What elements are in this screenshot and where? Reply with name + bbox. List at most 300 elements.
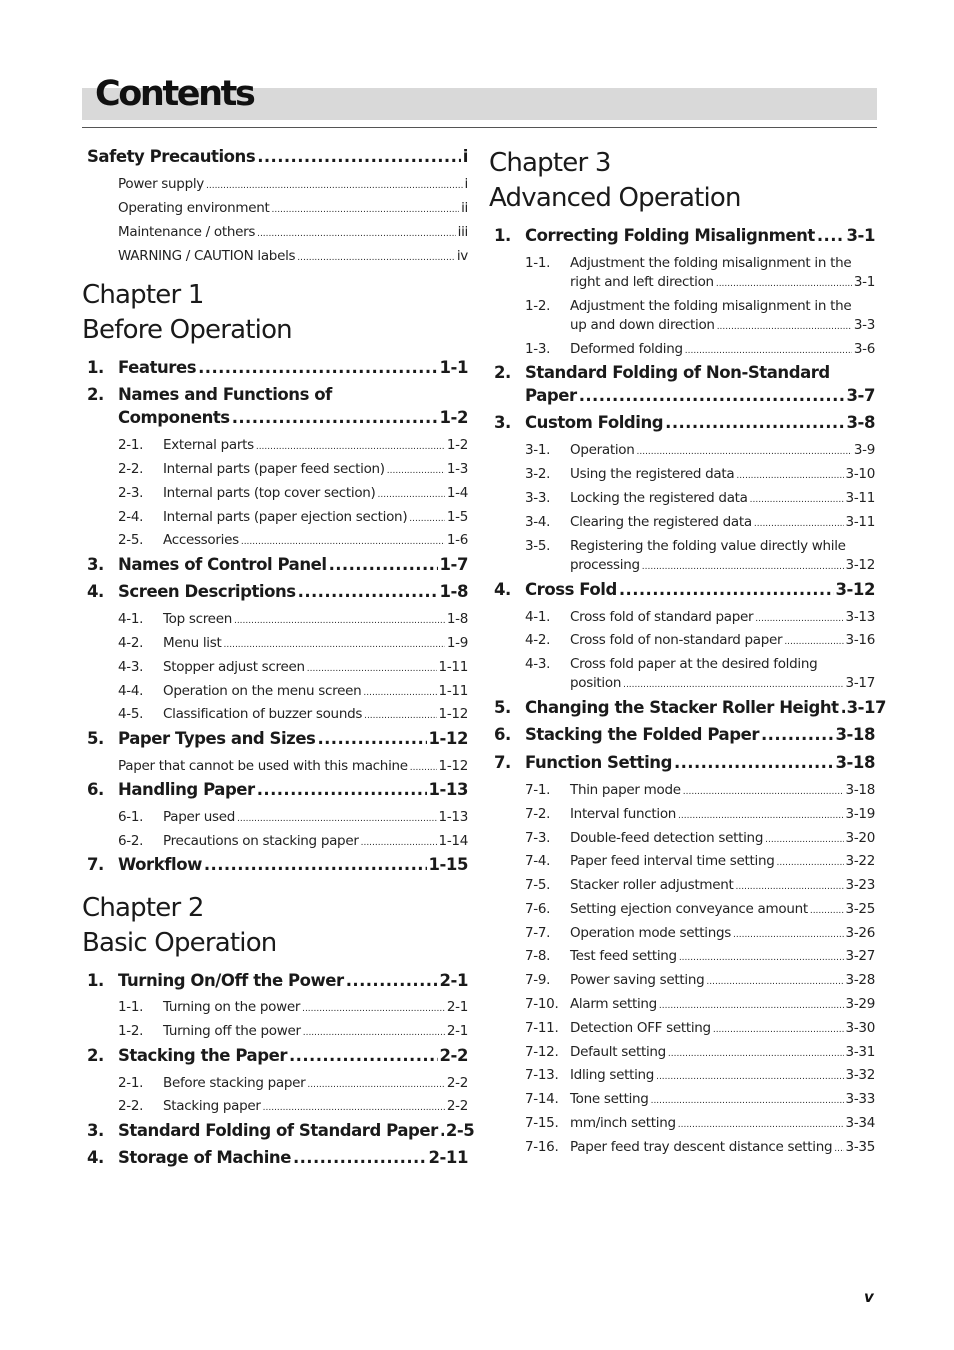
toc-subentry[interactable]: [82, 611, 468, 627]
toc-entry-label: Adjustment the folding misalignment in the: [570, 298, 852, 314]
toc-entry[interactable]: [82, 855, 468, 874]
toc-entry-label: Components: [118, 408, 230, 427]
toc-subentry[interactable]: [489, 806, 875, 822]
toc-entry-label: Cross fold of standard paper: [570, 609, 754, 625]
toc-entry-number: 5.: [87, 729, 104, 748]
toc-entry-number: 4-4.: [118, 683, 144, 699]
toc-page-number: 2-1: [446, 1023, 468, 1039]
toc-entry[interactable]: [82, 1046, 468, 1065]
toc-entry-number: 7-2.: [525, 806, 551, 822]
toc-entry-label: Names of Control Panel: [118, 555, 327, 574]
chapter-2-number: Chapter 2: [82, 893, 204, 923]
toc-entry-label: Internal parts (paper ejection section): [163, 509, 408, 525]
toc-subentry[interactable]: [82, 999, 468, 1015]
toc-entry[interactable]: [82, 1121, 475, 1140]
toc-subentry[interactable]: [82, 1075, 468, 1091]
dot-leader: [257, 780, 427, 799]
toc-page-number: 3-32: [845, 1067, 875, 1083]
toc-entry-label: Thin paper mode: [570, 782, 681, 798]
toc-subentry[interactable]: [82, 248, 468, 264]
toc-entry-number: 1.: [494, 226, 511, 245]
toc-entry-label: Stacker roller adjustment: [570, 877, 734, 893]
toc-entry-number: 1.: [87, 971, 104, 990]
toc-page-number: 3-11: [845, 490, 875, 506]
toc-entry[interactable]: [489, 226, 875, 245]
toc-entry-label: Power supply: [118, 176, 204, 192]
toc-subentry[interactable]: [82, 509, 468, 525]
dot-leader: [810, 906, 844, 916]
dot-leader: [204, 855, 427, 874]
toc-entry-label: Detection OFF setting: [570, 1020, 711, 1036]
dot-leader: [713, 1025, 844, 1035]
dot-leader: [293, 1148, 427, 1167]
dot-leader: [750, 495, 844, 505]
toc-page-number: 3-18: [835, 753, 875, 772]
toc-subentry[interactable]: [489, 1067, 875, 1083]
toc-page-number: 3-6: [853, 341, 875, 357]
dot-leader: [642, 562, 844, 572]
dot-leader: [410, 763, 437, 773]
toc-page-number: 1-7: [439, 555, 468, 574]
dot-leader: [440, 1121, 444, 1140]
toc-entry-number: 4.: [87, 1148, 104, 1167]
toc-subentry[interactable]: [489, 877, 875, 893]
toc-page-number: iii: [457, 224, 468, 240]
toc-subentry[interactable]: [82, 200, 468, 216]
dot-leader: [364, 711, 436, 721]
dot-leader: [636, 447, 851, 457]
toc-subentry[interactable]: [489, 853, 875, 869]
dot-leader: [659, 1001, 844, 1011]
toc-entry-number: 2.: [87, 385, 104, 404]
toc-subentry[interactable]: [489, 782, 875, 798]
toc-entry-label: mm/inch setting: [570, 1115, 676, 1131]
toc-page-number: 3-13: [845, 609, 875, 625]
toc-page-number: 3-3: [853, 317, 875, 333]
toc-entry-number: 2-1.: [118, 437, 144, 453]
chapter-1-title: Before Operation: [82, 315, 292, 345]
toc-subentry[interactable]: [82, 833, 468, 849]
toc-entry-number: 3-4.: [525, 514, 551, 530]
toc-entry-label: position: [570, 675, 622, 691]
dot-leader: [232, 408, 438, 427]
toc-subentry[interactable]: [489, 656, 875, 672]
toc-subentry[interactable]: [489, 298, 875, 314]
toc-subentry[interactable]: [489, 972, 875, 988]
toc-entry-label: Storage of Machine: [118, 1148, 291, 1167]
toc-entry-continued[interactable]: [489, 386, 875, 405]
dot-leader: [297, 253, 455, 263]
toc-page-number: 3-31: [845, 1044, 875, 1060]
toc-subentry-continued[interactable]: [489, 274, 875, 290]
toc-entry-label: Setting ejection conveyance amount: [570, 901, 808, 917]
toc-entry-label: Registering the folding value directly while: [570, 538, 846, 554]
toc-page-number: 3-30: [845, 1020, 875, 1036]
toc-entry-number: 4.: [494, 580, 511, 599]
toc-page-number: 3-16: [845, 632, 875, 648]
toc-entry[interactable]: [82, 582, 468, 601]
toc-page-number: 1-8: [446, 611, 468, 627]
toc-entry-label: Standard Folding of Non-Standard: [525, 363, 830, 382]
toc-subentry[interactable]: [489, 1115, 875, 1131]
toc-entry-label: Default setting: [570, 1044, 666, 1060]
toc-entry-label: Correcting Folding Misalignment: [525, 226, 815, 245]
toc-entry[interactable]: [489, 698, 887, 717]
toc-entry-label: Test feed setting: [570, 948, 677, 964]
toc-page-number: 1-14: [438, 833, 468, 849]
chapter-2-title: Basic Operation: [82, 928, 277, 958]
toc-page-number: 1-15: [428, 855, 468, 874]
toc-subentry[interactable]: [489, 466, 875, 482]
toc-subentry[interactable]: [489, 255, 875, 271]
toc-entry-number: 7-15.: [525, 1115, 559, 1131]
toc-entry-label: Paper used: [163, 809, 235, 825]
toc-page-number: 1-4: [446, 485, 468, 501]
dot-leader: [623, 680, 843, 690]
toc-entry-number: 7-10.: [525, 996, 559, 1012]
toc-page-number: 3-33: [845, 1091, 875, 1107]
toc-subentry[interactable]: [489, 341, 875, 357]
toc-page-number: 2-2: [446, 1075, 468, 1091]
toc-page-number: 1-11: [438, 659, 468, 675]
toc-entry-label: Cross Fold: [525, 580, 617, 599]
dot-leader: [736, 471, 843, 481]
toc-page-number: 3-18: [845, 782, 875, 798]
dot-leader: [755, 614, 843, 624]
toc-entry-label: Precautions on stacking paper: [163, 833, 359, 849]
toc-subentry-continued[interactable]: [489, 557, 875, 573]
toc-page-number: 1-2: [439, 408, 468, 427]
page-title: Contents: [95, 74, 254, 114]
toc-entry-number: 4-2.: [525, 632, 551, 648]
toc-entry-number: 7-5.: [525, 877, 551, 893]
toc-entry-number: 7-14.: [525, 1091, 559, 1107]
dot-leader: [678, 1120, 844, 1130]
dot-leader: [761, 725, 833, 744]
dot-leader: [298, 582, 438, 601]
toc-subentry[interactable]: [489, 632, 875, 648]
toc-page-number: ii: [461, 200, 468, 216]
toc-subentry[interactable]: [489, 1020, 875, 1036]
toc-subentry[interactable]: [82, 437, 468, 453]
dot-leader: [409, 514, 445, 524]
toc-subentry[interactable]: [82, 809, 468, 825]
toc-page-number: 2-2: [439, 1046, 468, 1065]
dot-leader: [717, 322, 852, 332]
toc-page-number: iv: [456, 248, 468, 264]
toc-entry-number: 4-3.: [118, 659, 144, 675]
toc-entry-number: 3-1.: [525, 442, 551, 458]
dot-leader: [579, 386, 845, 405]
toc-entry-continued[interactable]: [82, 408, 468, 427]
toc-page-number: 3-1: [846, 226, 875, 245]
dot-leader: [665, 413, 844, 432]
toc-entry-number: 4-1.: [525, 609, 551, 625]
toc-entry-label: Internal parts (paper feed section): [163, 461, 385, 477]
toc-entry-number: 7-8.: [525, 948, 551, 964]
toc-page-number: 1-12: [438, 706, 468, 722]
toc-page-number: 1-13: [428, 780, 468, 799]
toc-entry-number: 1.: [87, 358, 104, 377]
toc-entry[interactable]: [489, 413, 875, 432]
dot-leader: [363, 688, 436, 698]
toc-subentry[interactable]: [489, 609, 875, 625]
toc-entry-number: 4-5.: [118, 706, 144, 722]
dot-leader: [834, 1144, 843, 1154]
toc-entry-label: Idling setting: [570, 1067, 655, 1083]
toc-entry-number: 7-16.: [525, 1139, 559, 1155]
toc-entry-label: Changing the Stacker Roller Height: [525, 698, 839, 717]
toc-subentry[interactable]: [489, 901, 875, 917]
toc-page-number: 1-12: [438, 758, 468, 774]
toc-entry[interactable]: [82, 780, 468, 799]
toc-subentry[interactable]: [489, 996, 875, 1012]
toc-entry[interactable]: [82, 971, 468, 990]
dot-leader: [241, 537, 445, 547]
toc-entry-label: Alarm setting: [570, 996, 657, 1012]
toc-entry-label: Using the registered data: [570, 466, 735, 482]
toc-subentry[interactable]: [489, 490, 875, 506]
toc-entry[interactable]: [82, 1148, 468, 1167]
page-folio: v: [864, 1288, 874, 1306]
title-rule: [82, 127, 877, 128]
toc-entry-number: 2-1.: [118, 1075, 144, 1091]
dot-leader: [346, 971, 438, 990]
toc-subentry[interactable]: [82, 1023, 468, 1039]
dot-leader: [619, 580, 834, 599]
toc-entry-number: 1-3.: [525, 341, 551, 357]
toc-entry[interactable]: [489, 580, 875, 599]
toc-entry-number: 7.: [494, 753, 511, 772]
toc-entry-label: right and left direction: [570, 274, 714, 290]
toc-entry-label: Turning On/Off the Power: [118, 971, 344, 990]
toc-page-number: 2-2: [446, 1098, 468, 1114]
toc-entry-label: Internal parts (top cover section): [163, 485, 376, 501]
toc-page-number: 1-9: [446, 635, 468, 651]
toc-entry-number: 2-4.: [118, 509, 144, 525]
toc-subentry-continued[interactable]: [489, 675, 875, 691]
dot-leader: [256, 442, 445, 452]
toc-page-number: 3-17: [845, 675, 875, 691]
toc-entry-label: processing: [570, 557, 640, 573]
dot-leader: [706, 977, 843, 987]
toc-entry-number: 7-9.: [525, 972, 551, 988]
toc-entry-number: 4-3.: [525, 656, 551, 672]
toc-subentry[interactable]: [82, 683, 468, 699]
toc-page-number: 3-7: [846, 386, 875, 405]
toc-entry-label: Features: [118, 358, 197, 377]
toc-entry-label: Accessories: [163, 532, 239, 548]
toc-page-number: 1-13: [438, 809, 468, 825]
toc-entry-label: Clearing the registered data: [570, 514, 752, 530]
dot-leader: [302, 1004, 445, 1014]
toc-entry-number: 2-5.: [118, 532, 144, 548]
toc-entry-number: 7-4.: [525, 853, 551, 869]
toc-entry-label: WARNING / CAUTION labels: [118, 248, 296, 264]
dot-leader: [378, 490, 445, 500]
toc-entry-label: Paper feed interval time setting: [570, 853, 775, 869]
dot-leader: [765, 835, 843, 845]
toc-subentry[interactable]: [489, 442, 875, 458]
dot-leader: [257, 229, 456, 239]
toc-subentry[interactable]: [489, 925, 875, 941]
dot-leader: [656, 1072, 843, 1082]
dot-leader: [736, 882, 844, 892]
toc-entry-label: External parts: [163, 437, 254, 453]
toc-subentry[interactable]: [82, 706, 468, 722]
toc-entry-number: 4-1.: [118, 611, 144, 627]
toc-entry-label: Function Setting: [525, 753, 672, 772]
toc-entry-number: 1-1.: [525, 255, 551, 271]
toc-page-number: 1-6: [446, 532, 468, 548]
toc-entry[interactable]: [82, 555, 468, 574]
dot-leader: [668, 1049, 844, 1059]
toc-page-number: 1-2: [446, 437, 468, 453]
dot-leader: [198, 358, 437, 377]
toc-entry-number: 3.: [87, 1121, 104, 1140]
toc-entry-number: 6.: [87, 780, 104, 799]
toc-subentry[interactable]: [82, 176, 468, 192]
toc-entry-number: 3.: [494, 413, 511, 432]
dot-leader: [237, 814, 437, 824]
toc-entry[interactable]: [489, 725, 875, 744]
toc-page-number: 2-11: [428, 1148, 468, 1167]
toc-entry-label: Stacking paper: [163, 1098, 261, 1114]
toc-subentry[interactable]: [82, 224, 468, 240]
toc-page-number: 3-35: [845, 1139, 875, 1155]
toc-page-number: 3-28: [845, 972, 875, 988]
dot-leader: [224, 640, 445, 650]
toc-entry-number: 4.: [87, 582, 104, 601]
toc-entry-number: 3-5.: [525, 538, 551, 554]
toc-page-number: 2-1: [446, 999, 468, 1015]
toc-entry-label: Stacking the Folded Paper: [525, 725, 760, 744]
toc-entry-number: 3-2.: [525, 466, 551, 482]
toc-subentry[interactable]: [82, 532, 468, 548]
toc-page-number: i: [464, 176, 468, 192]
toc-subentry[interactable]: [489, 1139, 875, 1155]
toc-entry-label: Safety Precautions: [87, 147, 256, 166]
chapter-1-number: Chapter 1: [82, 280, 204, 310]
dot-leader: [303, 1028, 445, 1038]
toc-page-number: 3-19: [845, 806, 875, 822]
dot-leader: [754, 519, 844, 529]
toc-entry-label: Standard Folding of Standard Paper: [118, 1121, 438, 1140]
toc-entry-label: Paper feed tray descent distance setting: [570, 1139, 833, 1155]
toc-entry-safety-precautions[interactable]: [82, 147, 468, 166]
dot-leader: [817, 226, 845, 245]
dot-leader: [234, 616, 445, 626]
toc-subentry[interactable]: [82, 635, 468, 651]
toc-entry[interactable]: [82, 729, 468, 748]
toc-entry-label: Paper: [525, 386, 577, 405]
toc-entry-label: Power saving setting: [570, 972, 705, 988]
toc-entry-label: Locking the registered data: [570, 490, 748, 506]
toc-entry[interactable]: [489, 363, 875, 382]
toc-page-number: 1-1: [439, 358, 468, 377]
dot-leader: [685, 346, 852, 356]
toc-page-number: 3-22: [845, 853, 875, 869]
toc-page-number: 2-1: [439, 971, 468, 990]
toc-entry[interactable]: [489, 753, 875, 772]
toc-entry-label: Names and Functions of: [118, 385, 332, 404]
dot-leader: [271, 205, 459, 215]
dot-leader: [841, 698, 845, 717]
toc-entry-label: Custom Folding: [525, 413, 664, 432]
toc-subentry[interactable]: [489, 1044, 875, 1060]
toc-entry-label: Before stacking paper: [163, 1075, 306, 1091]
toc-entry[interactable]: [82, 358, 468, 377]
toc-page-number: 3-34: [845, 1115, 875, 1131]
toc-page-number: 3-29: [845, 996, 875, 1012]
toc-entry-label: Operation mode settings: [570, 925, 731, 941]
dot-leader: [716, 279, 852, 289]
toc-subentry[interactable]: [82, 758, 468, 774]
toc-entry-number: 6-1.: [118, 809, 144, 825]
toc-page-number: 3-12: [835, 580, 875, 599]
toc-page-number: 3-26: [845, 925, 875, 941]
toc-subentry[interactable]: [489, 514, 875, 530]
toc-entry-number: 7-7.: [525, 925, 551, 941]
toc-page-number: 3-1: [853, 274, 875, 290]
toc-subentry[interactable]: [489, 1091, 875, 1107]
toc-entry[interactable]: [82, 385, 468, 404]
toc-entry-number: 7.: [87, 855, 104, 874]
dot-leader: [777, 858, 844, 868]
toc-entry-label: Operation on the menu screen: [163, 683, 362, 699]
toc-subentry[interactable]: [489, 830, 875, 846]
toc-entry-number: 7-13.: [525, 1067, 559, 1083]
toc-page-number: i: [462, 147, 468, 166]
toc-subentry[interactable]: [82, 485, 468, 501]
toc-page-number: 3-10: [845, 466, 875, 482]
toc-page-number: 2-5: [445, 1121, 475, 1140]
toc-entry-number: 7-12.: [525, 1044, 559, 1060]
toc-page-number: 3-20: [845, 830, 875, 846]
dot-leader: [307, 664, 437, 674]
toc-entry-number: 4-2.: [118, 635, 144, 651]
toc-entry-number: 6-2.: [118, 833, 144, 849]
toc-entry-label: up and down direction: [570, 317, 715, 333]
toc-entry-label: Cross fold paper at the desired folding: [570, 656, 818, 672]
dot-leader: [678, 811, 844, 821]
toc-entry-number: 1-2.: [525, 298, 551, 314]
toc-page-number: 3-18: [835, 725, 875, 744]
toc-page-number: 3-17: [846, 698, 887, 717]
toc-subentry[interactable]: [82, 461, 468, 477]
toc-entry-number: 1-2.: [118, 1023, 144, 1039]
toc-subentry[interactable]: [489, 538, 875, 554]
toc-page-number: 3-27: [845, 948, 875, 964]
toc-entry-label: Paper Types and Sizes: [118, 729, 316, 748]
dot-leader: [206, 181, 463, 191]
toc-entry-label: Stacking the Paper: [118, 1046, 288, 1065]
toc-entry-number: 5.: [494, 698, 511, 717]
toc-entry-label: Top screen: [163, 611, 232, 627]
toc-subentry[interactable]: [82, 1098, 468, 1114]
toc-entry-label: Workflow: [118, 855, 202, 874]
dot-leader: [257, 147, 461, 166]
toc-subentry[interactable]: [489, 948, 875, 964]
toc-subentry-continued[interactable]: [489, 317, 875, 333]
toc-page-number: 3-11: [845, 514, 875, 530]
toc-entry-label: Handling Paper: [118, 780, 255, 799]
toc-subentry[interactable]: [82, 659, 468, 675]
dot-leader: [317, 729, 426, 748]
toc-entry-number: 2-2.: [118, 461, 144, 477]
dot-leader: [329, 555, 438, 574]
toc-entry-label: Turning on the power: [163, 999, 301, 1015]
